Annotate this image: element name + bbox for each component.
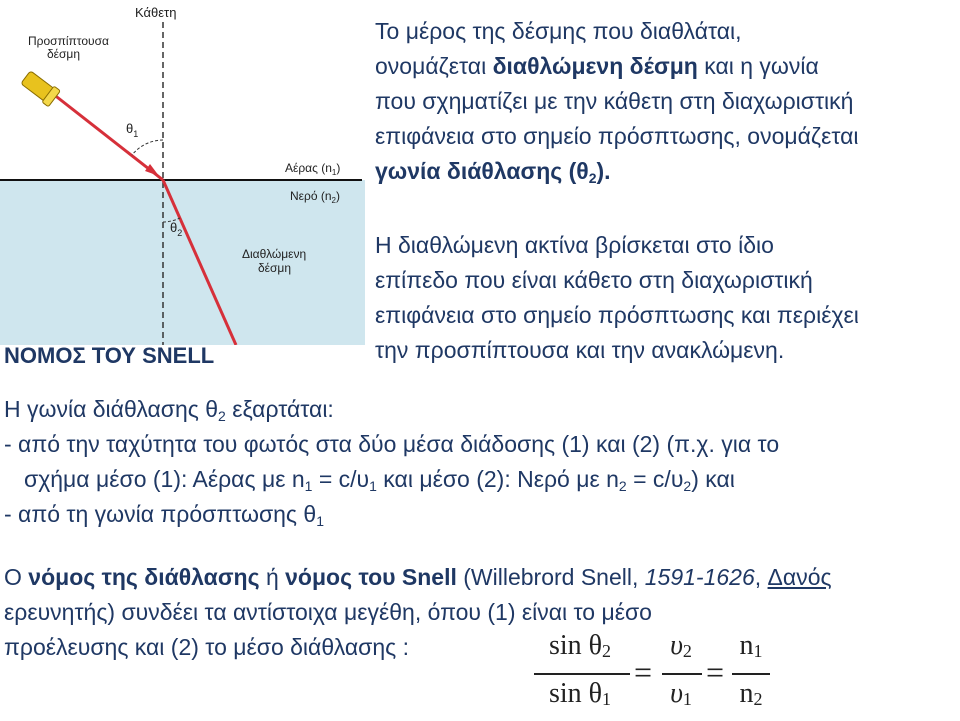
para1-line3: που σχηματίζει με την κάθετη στη διαχωριστική [375,88,854,114]
fraction-bar-3 [732,673,770,675]
formula-num-v2: $\upsilon_2$ [670,630,692,661]
section-heading: ΝΟΜΟΣ ΤΟΥ SNELL [4,343,215,368]
para4-line2: ερευνητής) συνδέει τα αντίστοιχα μεγέθη, όπου (1) είναι το μέσο [4,599,652,625]
formula-den-v1: $\upsilon_1$ [670,678,692,709]
formula-den-sin-theta1: $\sin \theta_1$ [548,678,612,709]
theta1-label: $\theta_1$ [126,121,139,139]
para4-line1: Ο νόμος της διάθλασης ή νόμος του Snell (Willebrord Snell, 1591-1626, Δανός [4,564,832,590]
para4-line3: προέλευσης και (2) το μέσο διάθλασης : [4,634,409,660]
refraction-diagram [0,0,365,345]
refracted-label-1: Διαθλώμενη [242,247,307,261]
para3-line4: - από τη γωνία πρόσπτωσης $\theta_1$ [4,501,324,529]
formula-den-n2: $n_2$ [739,678,763,709]
para2-line2: επίπεδο που είναι κάθετο στη διαχωριστική [375,267,813,293]
para2-line4: την προσπίπτουσα και την ανακλώμενη. [375,337,785,363]
water-region [0,180,365,345]
para2-line1: Η διαθλώμενη ακτίνα βρίσκεται στο ίδιο [375,232,774,258]
para3-line1: Η γωνία διάθλασης $\theta_2$ εξαρτάται: [4,396,334,424]
snell-law-term: νόμος του Snell [285,564,457,590]
para2-line3: επιφάνεια στο σημείο πρόσπτωσης και περιέχει [375,302,859,328]
incident-ray [48,90,163,180]
para3-line3: σχήμα μέσο (1): Αέρας με $n_1 = c/\upsilon_1$ και μέσο (2): Νερό με $n_2 = c/\upsilon_2$) και [24,466,735,494]
para1-line5: γωνία διάθλασης $(\theta_2)$. [375,158,611,186]
normal-label: Κάθετη [135,5,177,20]
para1-line2: ονομάζεται διαθλώμενη δέσμη και η γωνία [375,53,819,79]
equals-sign-2: = [706,654,725,690]
theta2-label: $\theta_2$ [170,220,183,238]
fraction-bar-1 [534,673,630,675]
para1-line4: επιφάνεια στο σημείο πρόσπτωσης, ονομάζεται [375,123,859,149]
formula-num-n1: $n_1$ [739,630,763,661]
formula-num-sin-theta2: $\sin \theta_2$ [548,630,612,661]
flashlight-icon [20,69,61,107]
refracted-label-2: δέσμη [258,261,292,275]
fraction-bar-2 [662,673,702,675]
para3-line2: - από την ταχύτητα του φωτός στα δύο μέσα διάδοσης (1) και (2) (π.χ. για το [4,431,780,457]
air-label: Αέρας $(n_1)$ [285,161,341,177]
equals-sign-1: = [634,654,653,690]
water-label: Νερό $(n_2)$ [290,189,340,205]
refracted-beam-term: διαθλώμενη δέσμη [492,53,698,79]
incident-label-2: δέσμη [47,47,81,61]
law-of-refraction-term: νόμος της διάθλασης [28,564,260,590]
para1-line1: Το μέρος της δέσμης που διαθλάται, [375,18,742,44]
incident-label-1: Προσπίπτουσα [28,34,109,48]
theta1-arc [132,140,163,155]
